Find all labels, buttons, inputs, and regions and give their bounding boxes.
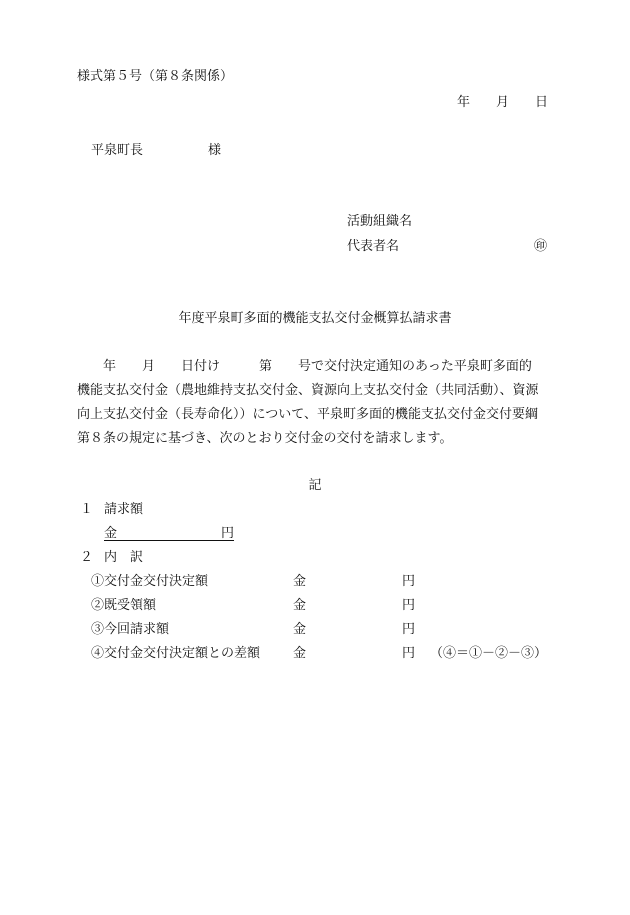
formula-note: （④＝①－②－③） (430, 646, 548, 661)
breakdown-label: ③今回請求額 (91, 622, 170, 637)
breakdown-kin: 金 (293, 574, 307, 589)
section-2-number: ２ (80, 550, 94, 565)
addressee: 平泉町長 様 (91, 143, 222, 158)
breakdown-kin: 金 (293, 598, 307, 613)
date-line: 年 月 日 (456, 95, 548, 110)
breakdown-label: ④交付金交付決定額との差額 (91, 646, 261, 661)
breakdown-label: ②既受領額 (91, 598, 157, 613)
form-number: 様式第５号（第８条関係） (77, 69, 234, 84)
representative-label: 代表者名 (347, 239, 400, 254)
org-name-label: 活動組織名 (347, 214, 413, 229)
breakdown-kin: 金 (293, 622, 307, 637)
body-line: 第８条の規定に基づき、次のとおり交付金の交付を請求します。 (77, 431, 453, 446)
breakdown-en: 円 (402, 574, 416, 589)
breakdown-en: 円 (402, 622, 416, 637)
breakdown-en: 円 (402, 598, 416, 613)
document-title: 年度平泉町多面的機能支払交付金概算払請求書 (178, 311, 452, 326)
ki-heading: 記 (308, 478, 322, 493)
section-1-title: 請求額 (104, 502, 144, 517)
seal-mark: ㊞ (534, 239, 548, 254)
body-line: 機能支払交付金（農地維持支払交付金、資源向上支払交付金（共同活動）、資源 (77, 383, 539, 398)
section-1-number: １ (80, 502, 94, 517)
section-2-title: 内 訳 (104, 550, 144, 565)
body-line: 向上支払交付金（長寿命化））について、平泉町多面的機能支払交付金交付要綱 (77, 407, 538, 422)
breakdown-en: 円 (402, 646, 416, 661)
breakdown-kin: 金 (293, 646, 307, 661)
breakdown-label: ①交付金交付決定額 (91, 574, 209, 589)
body-line: 年 月 日付け 第 号で交付決定通知のあった平泉町多面的 (103, 359, 532, 374)
request-amount-line: 金 円 (104, 526, 235, 541)
